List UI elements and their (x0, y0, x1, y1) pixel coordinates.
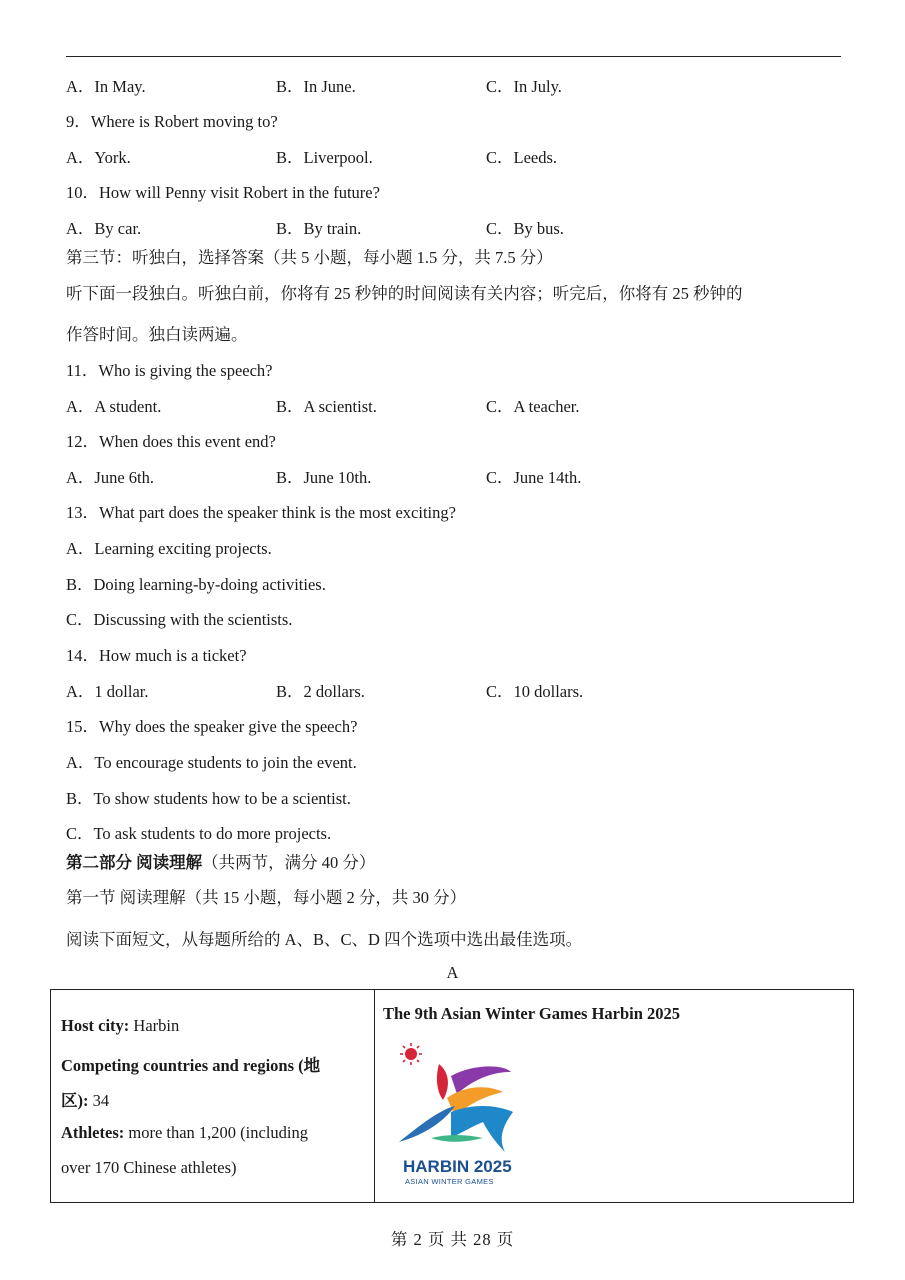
q11-question: 11．Who is giving the speech? (66, 361, 273, 380)
q9-option-a: A．York. (66, 148, 131, 167)
q14-option-a: A．1 dollar. (66, 682, 149, 701)
countries-value: 34 (88, 1091, 110, 1110)
q11-option-b: B．A scientist. (276, 397, 377, 416)
q8-option-a: A．In May. (66, 77, 146, 96)
q12-option-b: B．June 10th. (276, 468, 372, 487)
q10-option-c: C．By bus. (486, 219, 564, 238)
q13-question: 13．What part does the speaker think is the most exciting? (66, 503, 456, 522)
part2-heading-bold: 第二部分 阅读理解 (66, 853, 203, 872)
table-divider (374, 990, 375, 1202)
q12-option-a: A．June 6th. (66, 468, 154, 487)
games-title: The 9th Asian Winter Games Harbin 2025 (383, 1004, 681, 1023)
part2-instruction: 阅读下面短文，从每题所给的 A、B、C、D 四个选项中选出最佳选项。 (66, 930, 583, 949)
harbin-2025-logo (391, 1042, 531, 1187)
info-table (50, 989, 854, 1203)
q12-question: 12．When does this event end? (66, 432, 276, 451)
q15-option-c: C．To ask students to do more projects. (66, 824, 332, 843)
logo-subtext: ASIAN WINTER GAMES (405, 1177, 494, 1186)
q14-option-c: C．10 dollars. (486, 682, 584, 701)
athletes-value-1: more than 1,200 (including (124, 1123, 308, 1142)
q9-option-c: C．Leeds. (486, 148, 558, 167)
q14-question: 14．How much is a ticket? (66, 646, 247, 665)
q9-question: 9．Where is Robert moving to? (66, 112, 278, 131)
logo-text: HARBIN 2025 (403, 1157, 512, 1176)
q9-option-b: B．Liverpool. (276, 148, 373, 167)
q11-option-c: C．A teacher. (486, 397, 580, 416)
part2-heading-rest: （共两节，满分 40 分） (202, 853, 376, 872)
section3-heading: 第三节：听独白，选择答案（共 5 小题，每小题 1.5 分，共 7.5 分） (66, 248, 553, 267)
q15-option-a: A．To encourage students to join the event. (66, 753, 357, 772)
q8-option-b: B．In June. (276, 77, 356, 96)
page-footer: 第 2 页 共 28 页 (390, 1230, 515, 1249)
athletes-row-2: over 170 Chinese athletes) (61, 1158, 237, 1177)
passage-label: A (446, 963, 459, 982)
q13-option-a: A．Learning exciting projects. (66, 539, 272, 558)
part2-heading (66, 849, 375, 873)
q13-option-c: C．Discussing with the scientists. (66, 610, 293, 629)
q12-option-c: C．June 14th. (486, 468, 582, 487)
header-rule (66, 56, 841, 57)
sun-emblem-icon (400, 1043, 422, 1065)
part2-section1: 第一节 阅读理解（共 15 小题，每小题 2 分，共 30 分） (66, 888, 467, 907)
q8-option-c: C．In July. (486, 77, 562, 96)
countries-row-2 (61, 1087, 109, 1111)
athletes-label: Athletes: (61, 1123, 125, 1142)
section3-instruction-2: 作答时间。独白读两遍。 (66, 325, 248, 344)
host-city-value: Harbin (129, 1016, 180, 1035)
q15-question: 15．Why does the speaker give the speech? (66, 717, 358, 736)
q11-option-a: A．A student. (66, 397, 162, 416)
q13-option-b: B．Doing learning-by-doing activities. (66, 575, 326, 594)
athletes-row-1 (61, 1123, 308, 1143)
countries-label-1: Competing countries and regions (地 (61, 1056, 321, 1075)
countries-row-1 (61, 1052, 320, 1076)
section3-instruction-1: 听下面一段独白。听独白前，你将有 25 秒钟的时间阅读有关内容；听完后，你将有 25 秒钟的 (66, 284, 743, 303)
q10-question: 10．How will Penny visit Robert in the future? (66, 183, 380, 202)
q15-option-b: B．To show students how to be a scientist. (66, 789, 351, 808)
host-city-label: Host city: (61, 1016, 130, 1035)
q10-option-a: A．By car. (66, 219, 142, 238)
q10-option-b: B．By train. (276, 219, 362, 238)
q14-option-b: B．2 dollars. (276, 682, 365, 701)
countries-label-2: 区): (61, 1091, 89, 1110)
skater-figure-icon (399, 1064, 513, 1152)
host-city-row (61, 1016, 179, 1036)
